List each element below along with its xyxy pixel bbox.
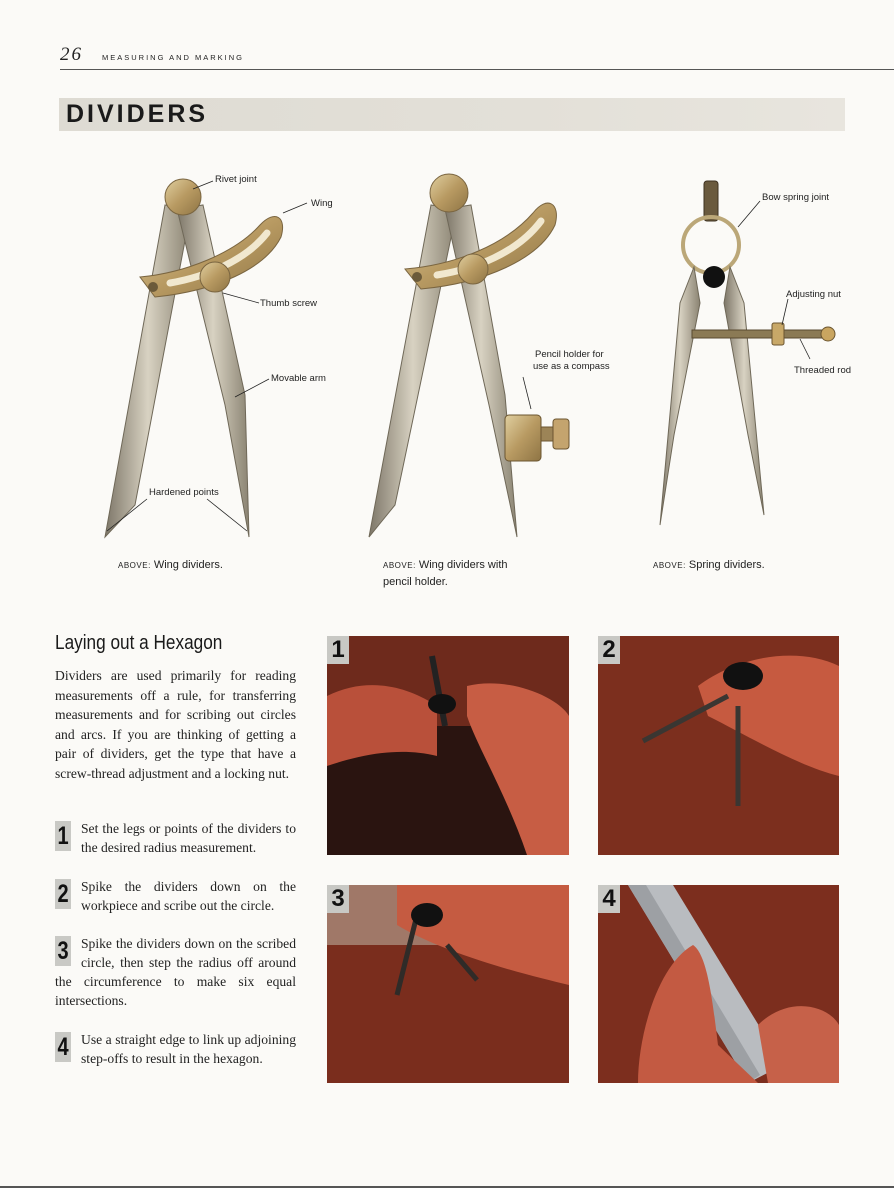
label-hardened-points: Hardened points [149,487,219,498]
caption-pencil-dividers: ABOVE: Wing dividers with pencil holder. [383,559,508,588]
step-text: Set the legs or points of the dividers to the desired radius measurement. [81,821,296,855]
adjusting-nut [772,323,784,345]
spring-dividers-diagram [640,175,860,535]
step-number: 1 [55,821,71,851]
header-rule [60,69,894,70]
caption-spring-dividers: ABOVE: Spring dividers. [653,559,765,571]
photo-number: 4 [598,885,620,913]
thumb-screw [200,262,230,292]
step-number: 2 [55,879,71,909]
label-movable-arm: Movable arm [271,373,326,384]
bow-spring [683,217,739,273]
photo-step-2 [598,636,839,855]
label-bow-spring-joint: Bow spring joint [762,192,830,203]
page-title: DIVIDERS [66,100,209,128]
photo-step-4 [598,885,839,1083]
page-number: 26 [60,44,83,65]
photo-number: 2 [598,636,620,664]
label-pencil-holder: Pencil holder for [535,349,604,360]
step-text: Use a straight edge to link up adjoining step-offs to result in the hexagon. [81,1032,296,1066]
photo-number: 1 [327,636,349,664]
label-pencil-holder-2: use as a compass [533,361,610,372]
step-number: 3 [55,936,71,966]
label-rivet-joint: Rivet joint [215,174,257,185]
rivet-joint [165,179,201,215]
label-wing: Wing [311,198,333,209]
section-heading: Laying out a Hexagon [55,632,223,654]
section-title: MEASURING AND MARKING [102,53,245,62]
wing-dividers-diagram [95,165,335,545]
pencil-dividers-diagram [365,165,610,545]
label-threaded-rod: Threaded rod [794,365,852,376]
step-number: 4 [55,1032,71,1062]
threaded-rod [692,330,828,338]
step-1 [55,819,296,857]
photo-step-1 [327,636,569,855]
step-text: Spike the dividers down on the scribed circle, then step the radius off around the circumference to make six equal intersections. [55,936,296,1008]
pencil-holder [505,415,541,461]
label-thumb-screw: Thumb screw [260,298,318,309]
intro-paragraph: Dividers are used primarily for reading measurements off a rule, for transferring measurements and for scribing out circles and arcs. If you are thinking of getting a pair of dividers, get the type that have a screw-thread adjustment and a locking nut. [55,668,296,781]
photo-step-3 [327,885,569,1083]
label-adjusting-nut: Adjusting nut [786,289,841,300]
photo-number: 3 [327,885,349,913]
step-text: Spike the dividers down on the workpiece and scribe out the circle. [81,879,296,913]
step-2 [55,877,296,915]
step-3 [55,934,296,1010]
step-4 [55,1030,296,1068]
caption-wing-dividers: ABOVE: Wing dividers. [118,559,223,571]
